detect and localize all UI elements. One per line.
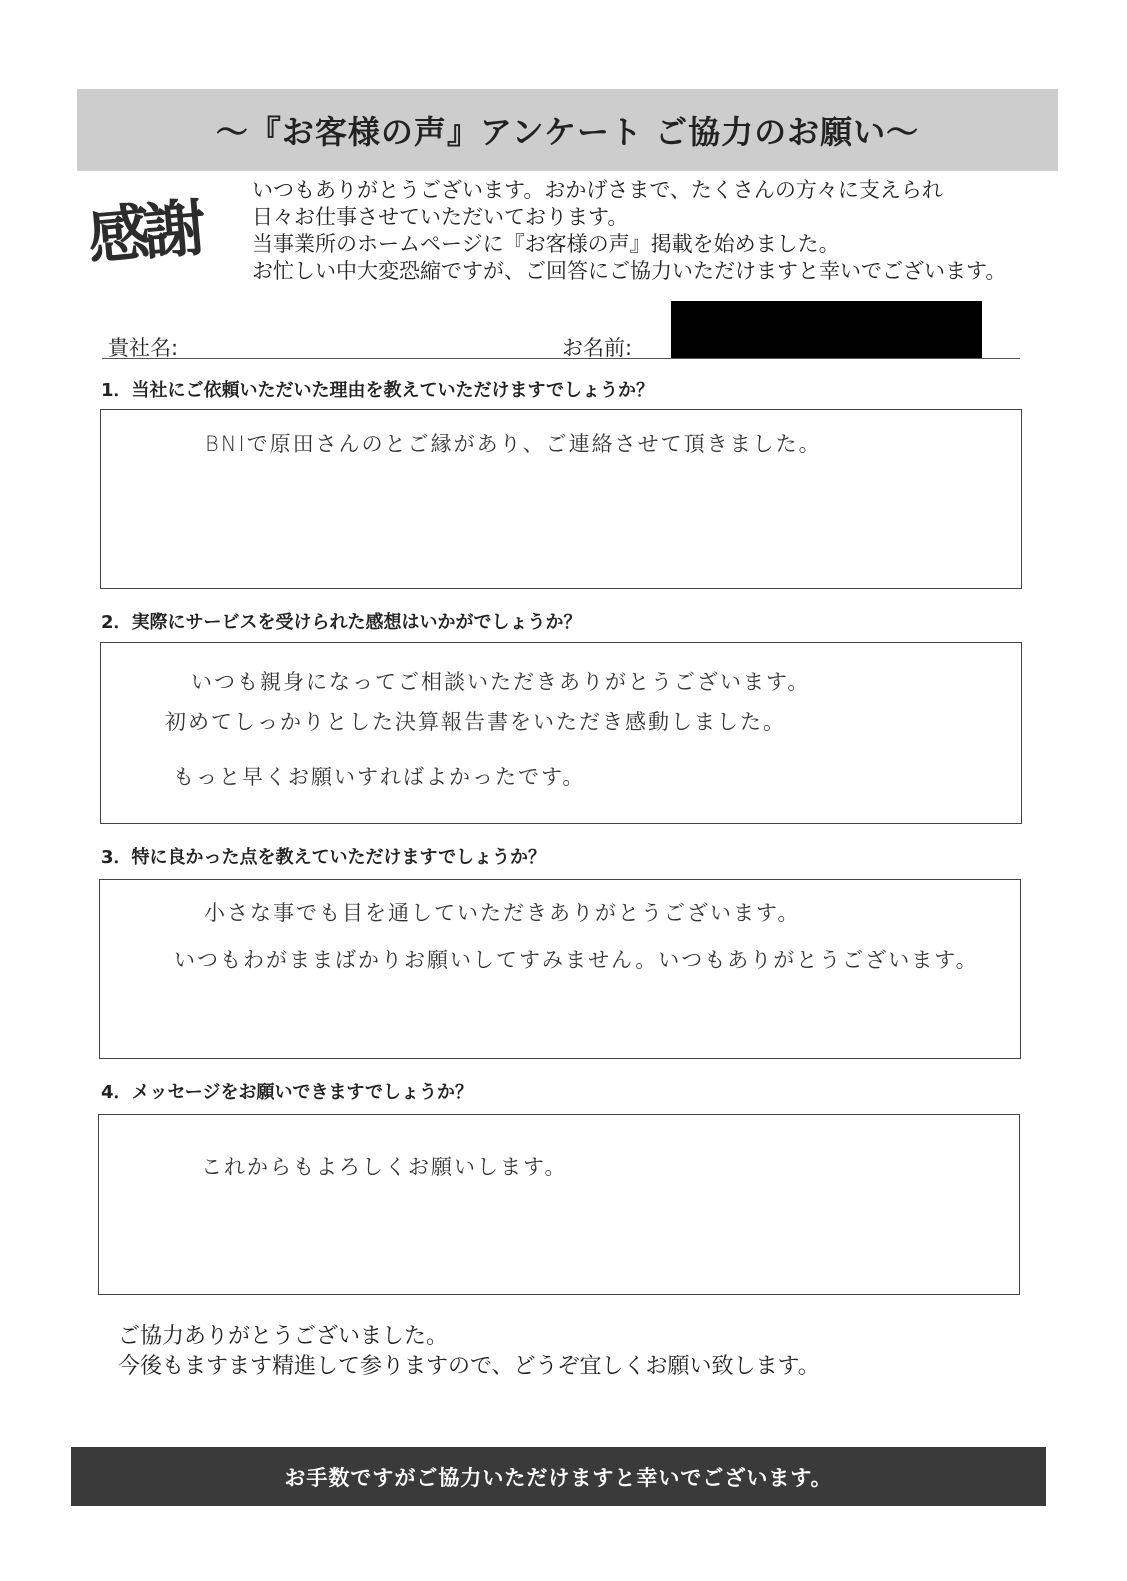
greeting-line: お忙しい中大変恐縮ですが、ご回答にご協力いただけますと幸いでございます。 bbox=[252, 259, 1007, 283]
thanks-stamp bbox=[84, 183, 233, 293]
title-band bbox=[77, 89, 1058, 171]
closing-text bbox=[118, 1322, 820, 1382]
answer-box-4 bbox=[98, 1114, 1020, 1295]
greeting-line: いつもありがとうございます。おかげさまで、たくさんの方々に支えられ bbox=[252, 178, 943, 202]
handwritten-answer-line: 初めてしっかりとした決算報告書をいただき感動しました。 bbox=[165, 710, 786, 734]
thanks-stamp-text: 感謝 bbox=[84, 191, 203, 274]
question-3-label: 3．特に良かった点を教えていただけますでしょうか？ bbox=[101, 847, 547, 868]
answer-box-2 bbox=[100, 642, 1022, 824]
handwritten-answer-line: いつもわがままばかりお願いしてすみません。いつもありがとうございます。 bbox=[174, 948, 979, 972]
answer-box-3 bbox=[99, 879, 1021, 1059]
footer-band bbox=[71, 1447, 1046, 1506]
closing-line: 今後もますます精進して参りますので、どうぞ宜しくお願い致します。 bbox=[118, 1354, 820, 1379]
greeting-text bbox=[252, 177, 1052, 285]
handwritten-answer-line: いつも親身になってご相談いただきありがとうございます。 bbox=[191, 670, 811, 694]
question-1-label: 1．当社にご依頼いただいた理由を教えていただけますでしょうか？ bbox=[101, 380, 655, 401]
company-name-label: 貴社名: bbox=[108, 336, 179, 360]
survey-title: 〜『お客様の声』アンケート ご協力のお願い〜 bbox=[215, 113, 920, 151]
handwritten-answer-line: BNIで原田さんのとご縁があり、ご連絡させて頂きました。 bbox=[205, 432, 822, 456]
handwritten-answer-line: もっと早くお願いすればよかったです。 bbox=[173, 765, 586, 789]
handwritten-answer-line: これからもよろしくお願いします。 bbox=[201, 1155, 568, 1179]
redacted-name-box bbox=[671, 301, 982, 359]
greeting-line: 当事業所のホームページに『お客様の声』掲載を始めました。 bbox=[252, 232, 840, 256]
greeting-line: 日々お仕事させていただいております。 bbox=[252, 205, 629, 229]
closing-line: ご協力ありがとうございました。 bbox=[118, 1324, 449, 1349]
answer-box-1 bbox=[100, 409, 1022, 589]
footer-text: お手数ですがご協力いただけますと幸いでございます。 bbox=[284, 1465, 833, 1490]
question-2-label: 2．実際にサービスを受けられた感想はいかがでしょうか？ bbox=[101, 612, 582, 633]
handwritten-answer-line: 小さな事でも目を通していただきありがとうございます。 bbox=[204, 901, 801, 925]
question-4-label: 4．メッセージをお願いできますでしょうか？ bbox=[101, 1082, 473, 1103]
customer-name-label: お名前: bbox=[562, 336, 633, 360]
fields-underline bbox=[102, 358, 1020, 359]
